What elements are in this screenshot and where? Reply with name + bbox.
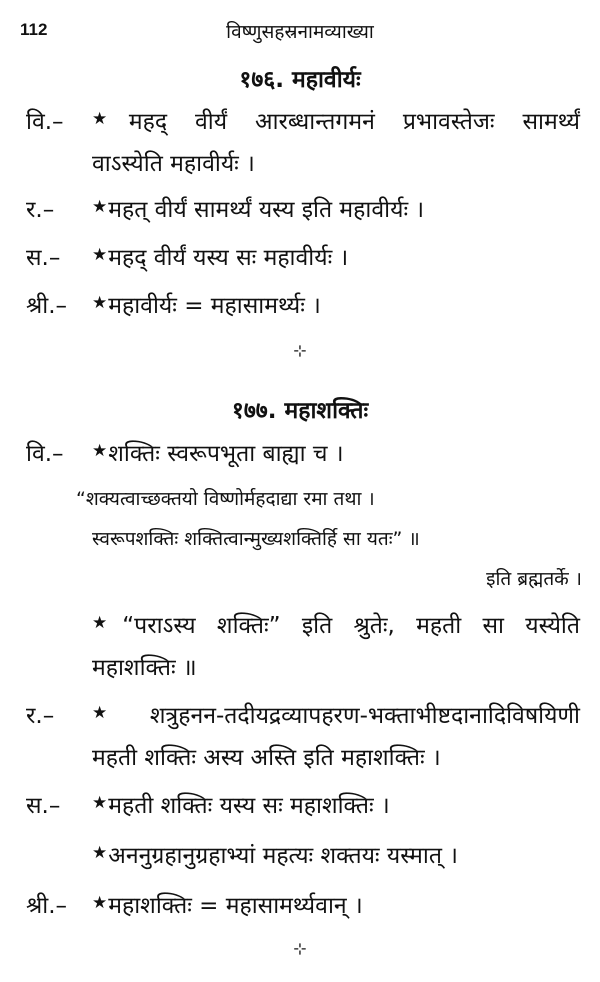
star-icon: ★ (92, 245, 108, 265)
quote-source: इति ब्रह्मतर्के । (486, 568, 582, 590)
star-icon: ★ (92, 441, 108, 461)
commentary-label-ra: र.– (26, 197, 55, 223)
section-176-heading: १७६. महावीर्यः (239, 67, 361, 93)
star-icon: ★ (92, 793, 108, 813)
commentary-sa-2: ★अननुग्रहानुग्रहाभ्यां महत्यः शक्तयः यस्मात् । (92, 843, 459, 869)
star-icon: ★ (92, 703, 149, 723)
commentary-vi: ★शक्तिः स्वरूपभूता बाह्या च । (92, 441, 344, 467)
commentary-vi-line1: ★महद् वीर्यं आरब्धान्तगमनं प्रभावस्तेजः सामर्थ्यं (92, 109, 580, 135)
commentary-ra-line1: ★शत्रुहनन-तदीयद्रव्यापहरण-भक्ताभीष्टदानादिविषयिणी (92, 703, 580, 729)
star-icon: ★ (92, 613, 122, 633)
commentary-label-vi: वि.– (26, 109, 64, 135)
commentary-shri: ★महावीर्यः = महासामर्थ्यः । (92, 293, 321, 319)
star-icon: ★ (92, 843, 108, 863)
page-number: 112 (20, 20, 48, 39)
commentary-ra: ★महत् वीर्यं सामर्थ्यं यस्य इति महावीर्यः । (92, 197, 425, 223)
commentary-sa: ★महद् वीर्यं यस्य सः महावीर्यः । (92, 245, 349, 271)
commentary-label-ra: र.– (26, 703, 55, 729)
commentary-vi-line2: वाऽस्येति महावीर्यः । (92, 151, 255, 177)
commentary-label-vi: वि.– (26, 441, 64, 467)
quote-line2: स्वरूपशक्तिः शक्तित्वान्मुख्यशक्तिर्हि सा यतः” ॥ (92, 528, 420, 550)
ornament-divider-icon: ⊹ (293, 939, 307, 958)
commentary-label-shri: श्री.– (26, 293, 68, 319)
ornament-divider-icon: ⊹ (293, 341, 307, 360)
star-icon: ★ (92, 197, 108, 217)
commentary-label-shri: श्री.– (26, 893, 68, 919)
commentary-para-line2: महाशक्तिः ॥ (92, 655, 197, 681)
star-icon: ★ (92, 293, 108, 313)
commentary-sa: ★महती शक्तिः यस्य सः महाशक्तिः । (92, 793, 390, 819)
star-icon: ★ (92, 893, 108, 913)
section-177-heading: १७७. महाशक्तिः (231, 398, 369, 424)
commentary-para-line1: ★“पराऽस्य शक्तिः” इति श्रुतेः, महती सा यस्येति (92, 613, 581, 639)
commentary-label-sa: स.– (26, 245, 61, 271)
commentary-label-sa: स.– (26, 793, 61, 819)
running-title: विष्णुसहस्रनामव्याख्या (226, 21, 374, 43)
commentary-ra-line2: महती शक्तिः अस्य अस्ति इति महाशक्तिः । (92, 745, 441, 771)
commentary-shri: ★महाशक्तिः = महासामर्थ्यवान् । (92, 893, 363, 919)
star-icon: ★ (92, 109, 128, 129)
quote-line1: “शक्यत्वाच्छक्तयो विष्णोर्महदाद्या रमा तथा । (76, 488, 375, 510)
